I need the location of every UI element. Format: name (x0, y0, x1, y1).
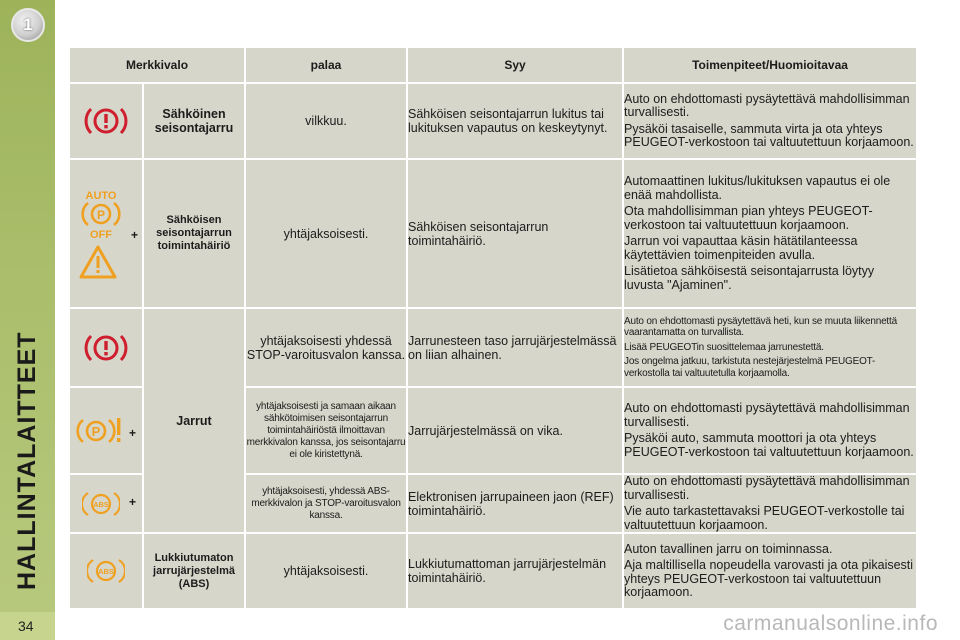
table-row (70, 309, 916, 386)
action-text: Auto on ehdottomasti pysäytettävä mahdollisimman turvallisesti. (624, 401, 910, 429)
header-merkkivalo: Merkkivalo (70, 48, 244, 82)
page-number: 34 (0, 612, 55, 640)
header-toimenpiteet: Toimenpiteet/Huomioitavaa (624, 48, 916, 82)
light-name: Sähköisen seisontajarrun toimintahäiriö (144, 160, 244, 307)
warning-triangle-icon (78, 244, 118, 280)
action-text: Pysäköi tasaiselle, sammuta virta ja ota yhteys PEUGEOT-verkostoon tai valtuutettuun korjaamoon. (624, 121, 914, 149)
icon-cell (70, 388, 142, 473)
icon-cell (70, 160, 142, 307)
header-palaa: palaa (246, 48, 406, 82)
action-text: Auto on ehdottomasti pysäytettävä heti, kun se muuta liikennettä vaarantamatta on turvallista. (624, 315, 897, 339)
table-row (70, 534, 916, 608)
light-condition: yhtäjaksoisesti. (246, 160, 406, 307)
section-title: HALLINTALAITTEET (13, 331, 41, 590)
off-label: OFF (90, 228, 112, 240)
abs-icon (82, 489, 120, 519)
action-text: Lisää PEUGEOTin suosittelemaa jarrunestettä. (624, 341, 824, 353)
watermark: carmanualsonline.info (723, 612, 938, 635)
action-text: Jos ongelma jatkuu, tarkistuta nestejärjestelmä PEUGEOT-verkostolla tai valtuutetulla korjaamolla. (624, 356, 876, 379)
action-text: Lisätietoa sähköisestä seisontajarrusta löytyy luvusta "Ajaminen". (624, 264, 875, 292)
action-text: Vie auto tarkastettavaksi PEUGEOT-verkostolle tai valtuutettuun korjaamoon. (624, 504, 905, 532)
light-cause: Elektronisen jarrupaineen jaon (REF) toimintahäiriö. (408, 475, 622, 532)
light-actions (624, 388, 916, 473)
p-letter: P (96, 207, 106, 222)
auto-label: AUTO (85, 189, 117, 202)
action-text: Auto on ehdottomasti pysäytettävä mahdollisimman turvallisesti. (624, 474, 910, 502)
light-cause: Lukkiutumattoman jarrujärjestelmän toimintahäiriö. (408, 534, 622, 608)
light-name: Lukkiutumaton jarrujärjestelmä (ABS) (144, 534, 244, 608)
abs-icon (87, 556, 125, 586)
light-cause: Sähköisen seisontajarrun toimintahäiriö. (408, 160, 622, 307)
p-letter: P (91, 423, 101, 439)
light-actions (624, 534, 916, 608)
light-cause: Jarrujärjestelmässä on vika. (408, 388, 622, 473)
table-row (70, 160, 916, 307)
light-condition: yhtäjaksoisesti. (246, 534, 406, 608)
icon-cell (70, 84, 142, 158)
light-condition: vilkkuu. (246, 84, 406, 158)
action-text: Auton tavallinen jarru on toiminnassa. (624, 541, 833, 556)
parking-brake-fault-icon (76, 414, 130, 448)
table-row (70, 84, 916, 158)
light-name: Sähköinen seisontajarru (144, 84, 244, 158)
light-condition: yhtäjaksoisesti yhdessä STOP-varoitusvalon kanssa. (246, 309, 406, 386)
brake-warning-icon (84, 103, 128, 139)
icon-cell (70, 534, 142, 608)
action-text: Aja maltillisella nopeudella varovasti ja ota pikaisesti yhteys PEUGEOT-verkostoon tai valtuutettuun korjaamoon. (624, 558, 914, 599)
chapter-number: 1 (23, 15, 33, 34)
light-condition: yhtäjaksoisesti, yhdessä ABS-merkkivalon ja STOP-varoitusvalon kanssa. (246, 475, 406, 532)
light-cause: Sähköisen seisontajarrun lukitus tai lukituksen vapautus on keskeytynyt. (408, 84, 622, 158)
light-condition: yhtäjaksoisesti ja samaan aikaan sähkötoimisen seisontajarrun toimintahäiriöstä ilmoittavan merkkivalon kanssa, jos seisontajarru ei ole kiristettynä. (246, 388, 406, 473)
action-text: Ota mahdollisimman pian yhteys PEUGEOT-verkostoon tai valtuutettuun korjaamoon. (624, 204, 873, 232)
light-actions (624, 309, 916, 386)
action-text: Jarrun voi vapauttaa käsin hätätilanteessa käytettävien toimenpiteiden avulla. (624, 234, 858, 262)
header-syy: Syy (408, 48, 622, 82)
brake-warning-icon (84, 330, 128, 366)
chapter-badge (11, 8, 45, 42)
icon-cell (70, 475, 142, 532)
light-cause: Jarrunesteen taso jarrujärjestelmässä on liian alhainen. (408, 309, 622, 386)
chapter-sidebar (0, 0, 55, 640)
plus-sign: + (128, 495, 136, 509)
light-actions (624, 84, 916, 158)
action-text: Automaattinen lukitus/lukituksen vapautus ei ole enää mahdollista. (624, 174, 891, 202)
action-text: Pysäköi auto, sammuta moottori ja ota yhteys PEUGEOT-verkostoon tai valtuutettuun korjaamoon. (624, 431, 914, 459)
light-actions (624, 160, 916, 307)
light-name: Jarrut (144, 309, 244, 532)
auto-park-off-icon (79, 188, 123, 240)
light-actions (624, 475, 916, 532)
abs-label: ABS (93, 499, 109, 509)
abs-label: ABS (98, 567, 114, 576)
table-header-row (70, 48, 916, 82)
action-text: Auto on ehdottomasti pysäytettävä mahdollisimman turvallisesti. (624, 91, 910, 119)
warning-lights-table (68, 46, 918, 610)
plus-sign: + (130, 227, 138, 242)
icon-cell (70, 309, 142, 386)
plus-sign: + (128, 426, 136, 440)
